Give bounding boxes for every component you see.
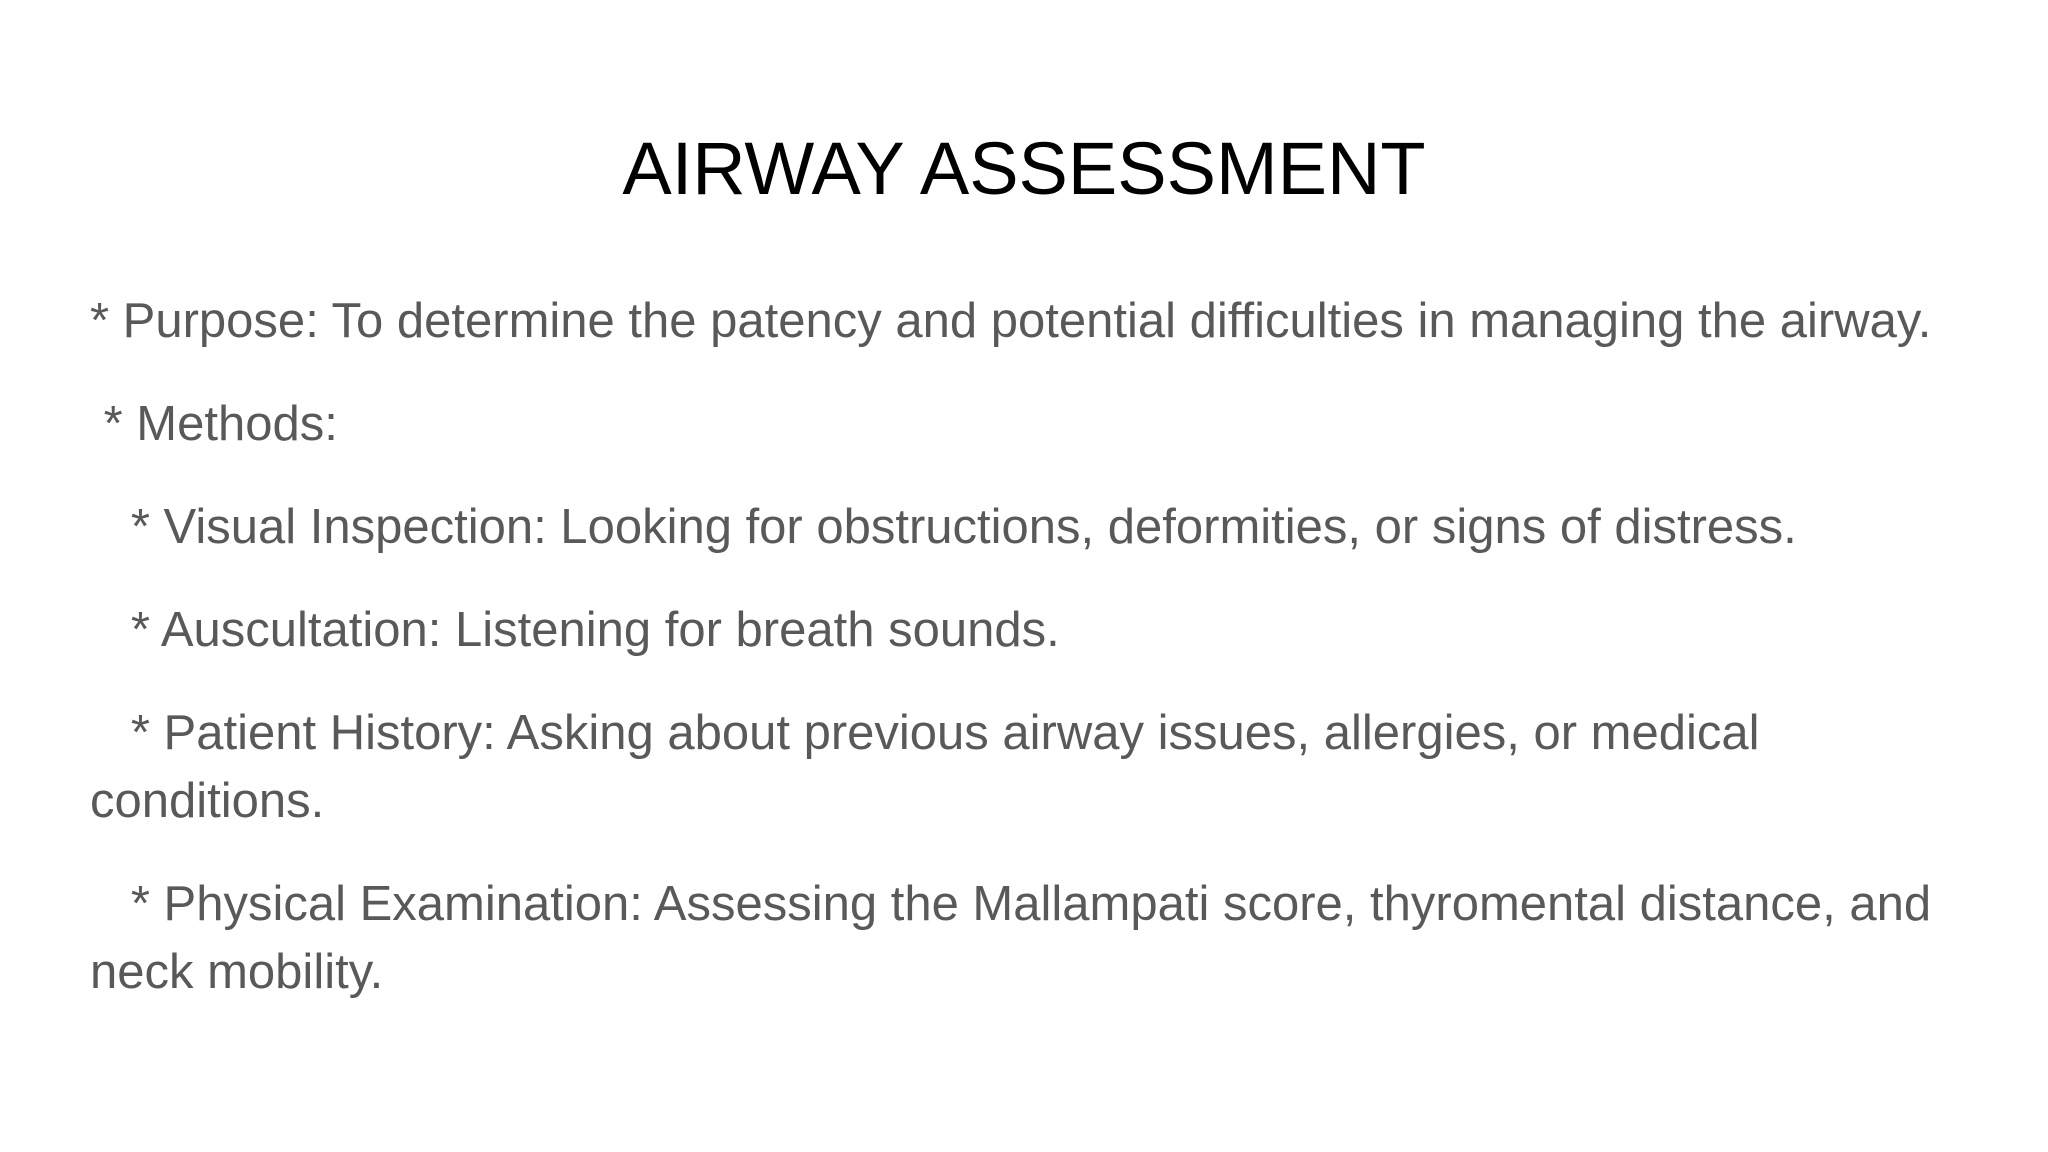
physical-examination-bullet: * Physical Examination: Assessing the Mallampati score, thyromental distance, and neck mobility. (90, 877, 1945, 999)
auscultation-bullet: * Auscultation: Listening for breath sounds. (90, 603, 1060, 657)
visual-inspection-bullet: * Visual Inspection: Looking for obstructions, deformities, or signs of distress. (90, 500, 1797, 554)
slide-title: AIRWAY ASSESSMENT (622, 127, 1426, 210)
slide-body (90, 287, 1990, 1041)
methods-bullet: * Methods: (90, 397, 338, 451)
purpose-bullet: * Purpose: To determine the patency and potential difficulties in managing the airway. (90, 294, 1932, 348)
patient-history-bullet: * Patient History: Asking about previous airway issues, allergies, or medical conditions. (90, 706, 1774, 828)
